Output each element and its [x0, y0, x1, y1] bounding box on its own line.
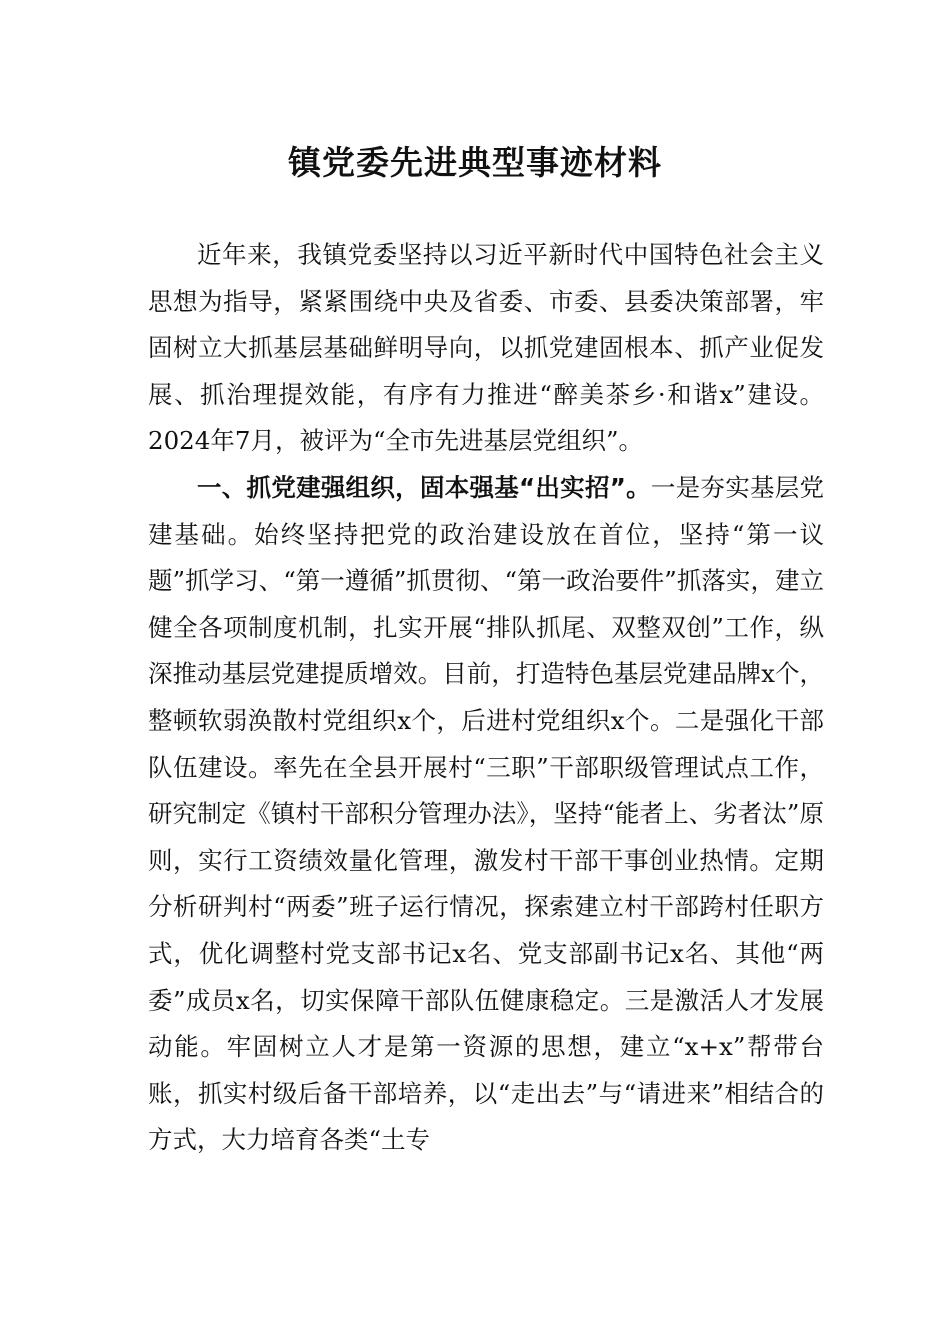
document-title: 镇党委先进典型事迹材料: [288, 143, 662, 182]
document-body: [148, 232, 824, 1164]
section-1-body: 一是夯实基层党建基础。始终坚持把党的政治建设放在首位，坚持“第一议题”抓学习、“第一遵循”抓贯彻、“第一政治要件”抓落实，建立健全各项制度机制，扎实开展“排队抓尾、双整双创”工作，纵深推动基层党建提质增效。目前，打造特色基层党建品牌x个，整顿软弱涣散村党组织x个，后进村党组织x个。二是强化干部队伍建设。率先在全县开展村“三职”干部职级管理试点工作，研究制定《镇村干部积分管理办法》，坚持“能者上、劣者汰”原则，实行工资绩效量化管理，激发村干部干事创业热情。定期分析研判村“两委”班子运行情况，探索建立村干部跨村任职方式，优化调整村党支部书记x名、党支部副书记x名、其他“两委”成员x名，切实保障干部队伍健康稳定。三是激活人才发展动能。牢固树立人才是第一资源的思想，建立“x+x”帮带台账，抓实村级后备干部培养，以“走出去”与“请进来”相结合的方式，大力培育各类“土专: [148, 472, 825, 1155]
intro-paragraph: 近年来，我镇党委坚持以习近平新时代中国特色社会主义思想为指导，紧紧围绕中央及省委、市委、县委决策部署，牢固树立大抓基层基础鲜明导向，以抓党建固根本、抓产业促发展、抓治理提效能，有序有力推进“醉美茶乡·和谐x”建设。2024年7月，被评为“全市先进基层党组织”。: [148, 240, 824, 456]
section-1-paragraph: [148, 465, 824, 1164]
section-1-heading: 一、抓党建强组织，固本强基“出实招”。: [197, 472, 651, 502]
